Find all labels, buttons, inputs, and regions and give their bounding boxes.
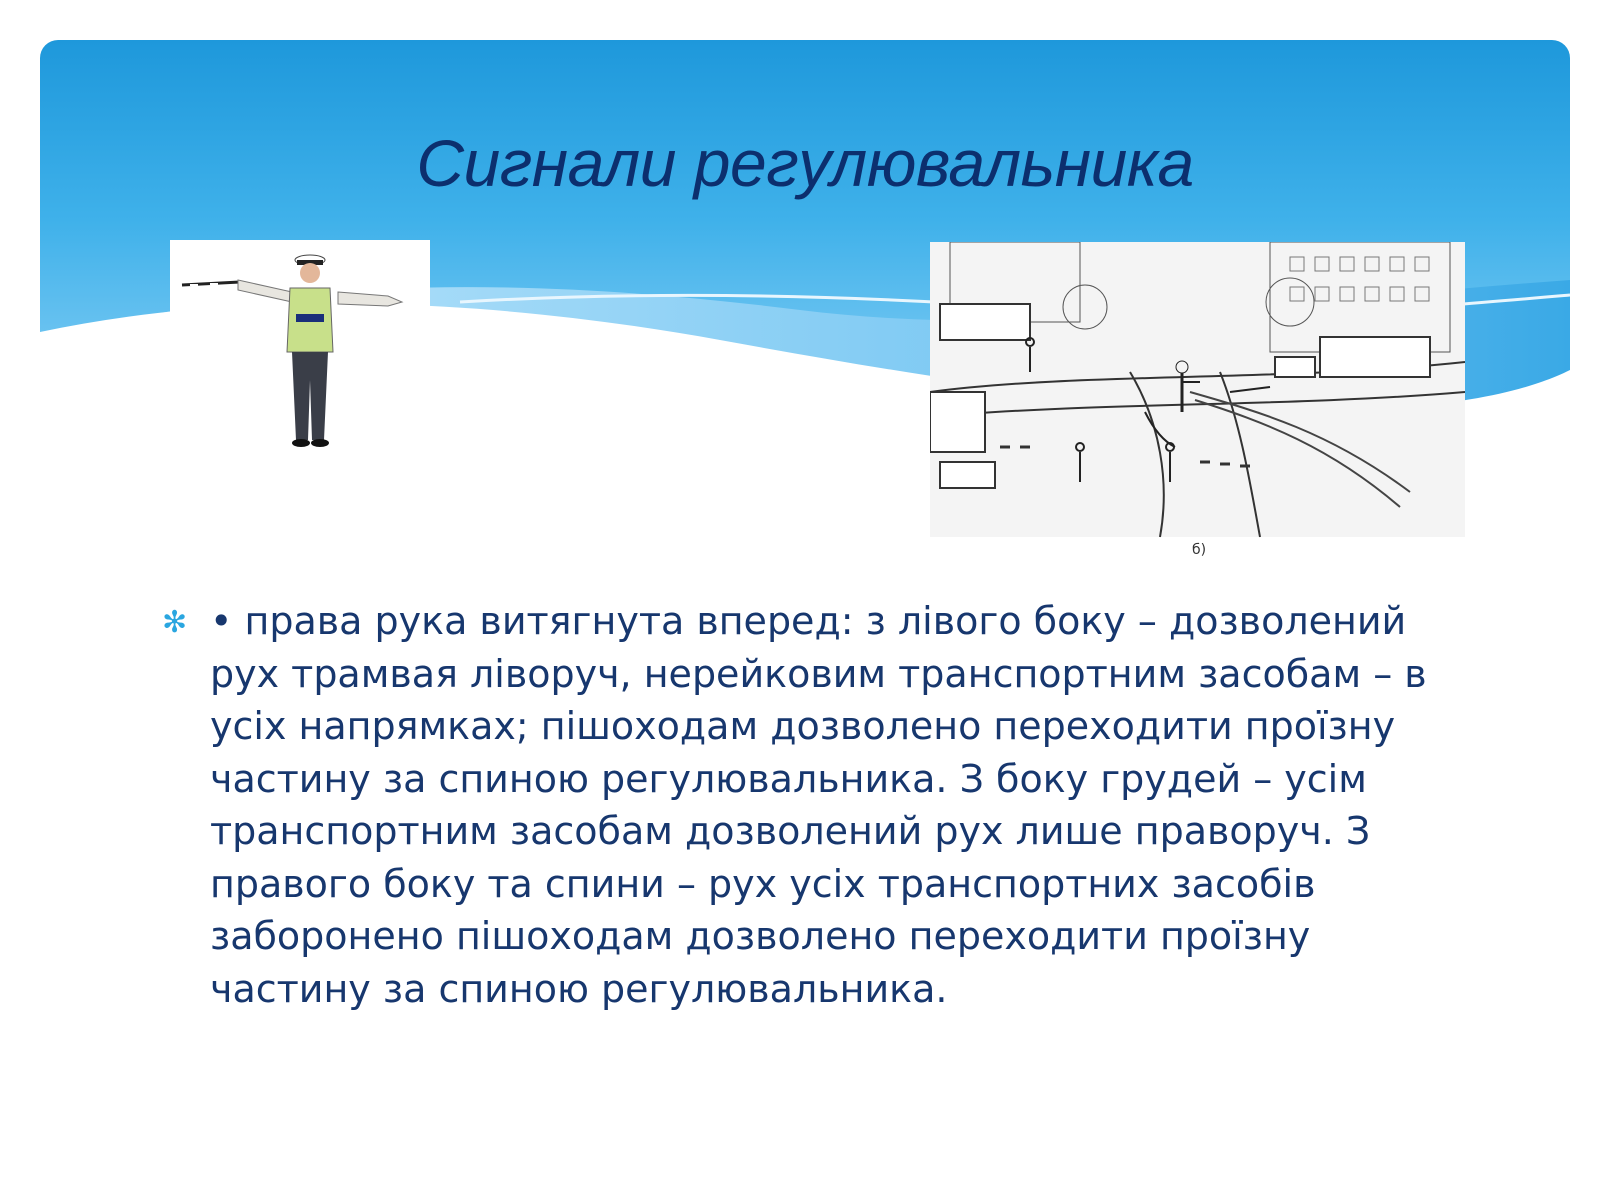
traffic-officer-image [170, 240, 430, 470]
intersection-sketch-image [930, 242, 1465, 560]
body-text-block [160, 595, 1450, 1015]
slide-title: Сигнали регулювальника [416, 126, 1194, 200]
asterisk-bullet-icon: ✻ [162, 605, 188, 640]
body-paragraph: • права рука витягнута вперед: з лівого боку – дозволений рух трамвая ліворуч, нерейковим транспортним засобам – в усіх напрямках; пішоходам дозволено переходити проїзну частину за спиною регулювальника. З боку грудей – усім транспортним засобам дозволений рух лише праворуч. З правого боку та спини – рух усіх транспортних засобів заборонено пішоходам дозволено переходити проїзну частину за спиною регулювальника. [210, 599, 1427, 1011]
intersection-caption: б) [1192, 542, 1207, 558]
